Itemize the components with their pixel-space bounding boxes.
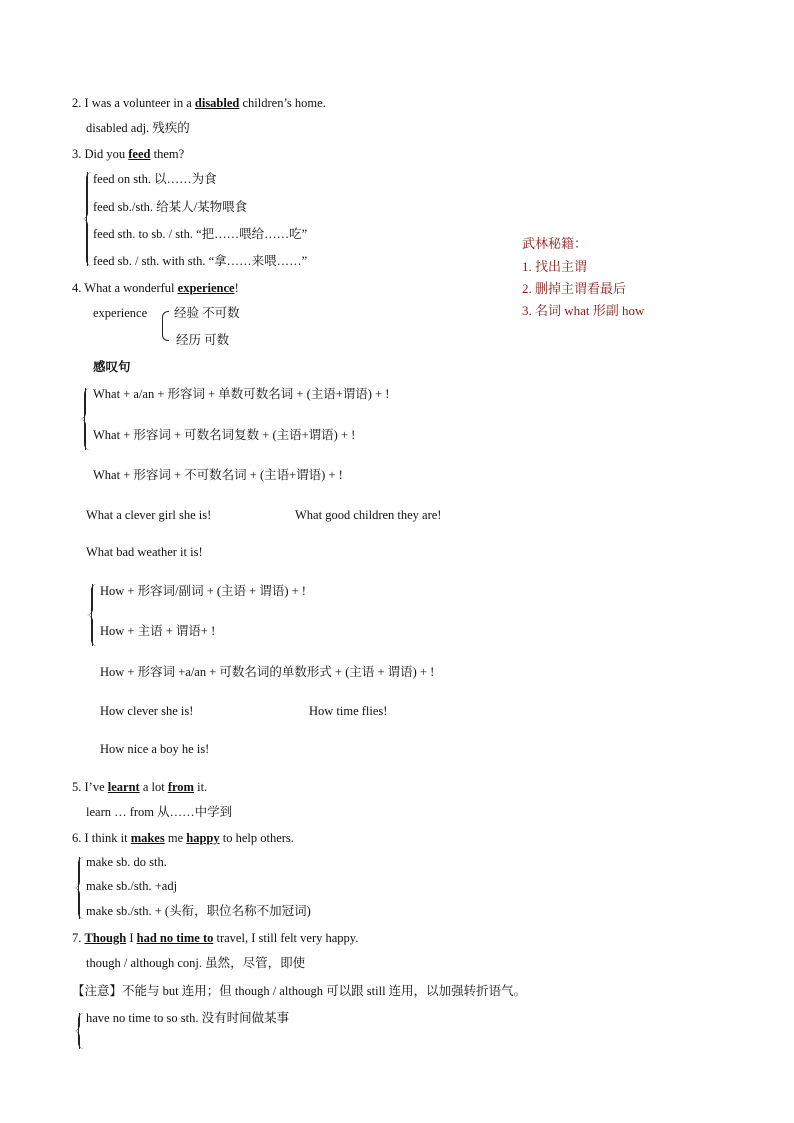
item-5-note: learn … from 从……中学到 — [86, 805, 233, 819]
exclamation-heading: 感叹句 — [93, 360, 131, 374]
what-rule-2: What + 形容词 + 可数名词复数 + (主语+谓语) + ! — [93, 428, 356, 442]
keyword-feed: feed — [128, 147, 151, 161]
how-rule-1: How + 形容词/副词 + (主语 + 谓语) + ! — [100, 584, 306, 598]
keyword-experience: experience — [177, 281, 235, 295]
feed-usage-3: feed sth. to sb. / sth. “把……喂给……吃” — [93, 227, 308, 241]
item-6-sentence: 6. I think it makes me happy to help others. — [72, 831, 294, 845]
tip-2: 2. 删掉主谓看最后 — [522, 281, 627, 296]
item-7-caution: 【注意】不能与 but 连用；但 though / although 可以跟 still 连用，以加强转折语气。 — [72, 984, 527, 998]
brace-what — [84, 388, 93, 450]
item-2-sentence: 2. I was a volunteer in a disabled children’s home. — [72, 96, 326, 110]
bracket-experience — [162, 311, 169, 341]
feed-usage-2: feed sb./sth. 给某人/某物喂食 — [93, 200, 248, 214]
what-example-1: What a clever girl she is! — [86, 508, 212, 522]
item-3-sentence: 3. Did you feed them? — [72, 147, 185, 161]
keyword-happy: happy — [186, 831, 220, 845]
experience-sense-2: 经历 可数 — [176, 333, 230, 347]
how-rule-2: How + 主语 + 谓语+ ! — [100, 624, 216, 638]
keyword-disabled: disabled — [194, 96, 240, 110]
how-rule-3: How + 形容词 +a/an + 可数名词的单数形式 + (主语 + 谓语) + ! — [100, 665, 435, 679]
keyword-from: from — [167, 780, 194, 794]
item-2-note: disabled adj. 残疾的 — [86, 121, 190, 135]
how-example-3: How nice a boy he is! — [100, 742, 210, 756]
item-7-note: though / although conj. 虽然，尽管，即使 — [86, 956, 306, 970]
tip-3: 3. 名词 what 形副 how — [522, 303, 645, 318]
experience-word: experience — [93, 306, 148, 320]
brace-how — [91, 584, 100, 646]
keyword-had-no-time-to: had no time to — [136, 931, 214, 945]
what-example-3: What bad weather it is! — [86, 545, 203, 559]
tip-1: 1. 找出主谓 — [522, 259, 588, 274]
what-rule-1: What + a/an + 形容词 + 单数可数名词 + (主语+谓语) + ! — [93, 387, 390, 401]
keyword-learnt: learnt — [107, 780, 140, 794]
tips-title: 武林秘籍： — [522, 236, 588, 251]
have-no-time-usage: have no time to so sth. 没有时间做某事 — [86, 1011, 290, 1025]
make-usage-1: make sb. do sth. — [86, 855, 167, 869]
feed-usage-1: feed on sth. 以……为食 — [93, 172, 217, 186]
keyword-though: Though — [84, 931, 127, 945]
how-example-2: How time flies! — [309, 704, 388, 718]
item-7-sentence: 7. Though I had no time to travel, I still felt very happy. — [72, 931, 359, 945]
make-usage-3: make sb./sth. + (头衔，职位名称不加冠词) — [86, 904, 311, 918]
feed-usage-4: feed sb. / sth. with sth. “拿……来喂……” — [93, 254, 308, 268]
item-5-sentence: 5. I’ve learnt a lot from it. — [72, 780, 208, 794]
keyword-makes: makes — [130, 831, 165, 845]
make-usage-2: make sb./sth. +adj — [86, 879, 178, 893]
what-rule-3: What + 形容词 + 不可数名词 + (主语+谓语) + ! — [93, 468, 343, 482]
item-4-sentence: 4. What a wonderful experience! — [72, 281, 239, 295]
experience-sense-1: 经验 不可数 — [174, 306, 240, 320]
how-example-1: How clever she is! — [100, 704, 194, 718]
what-example-2: What good children they are! — [295, 508, 442, 522]
